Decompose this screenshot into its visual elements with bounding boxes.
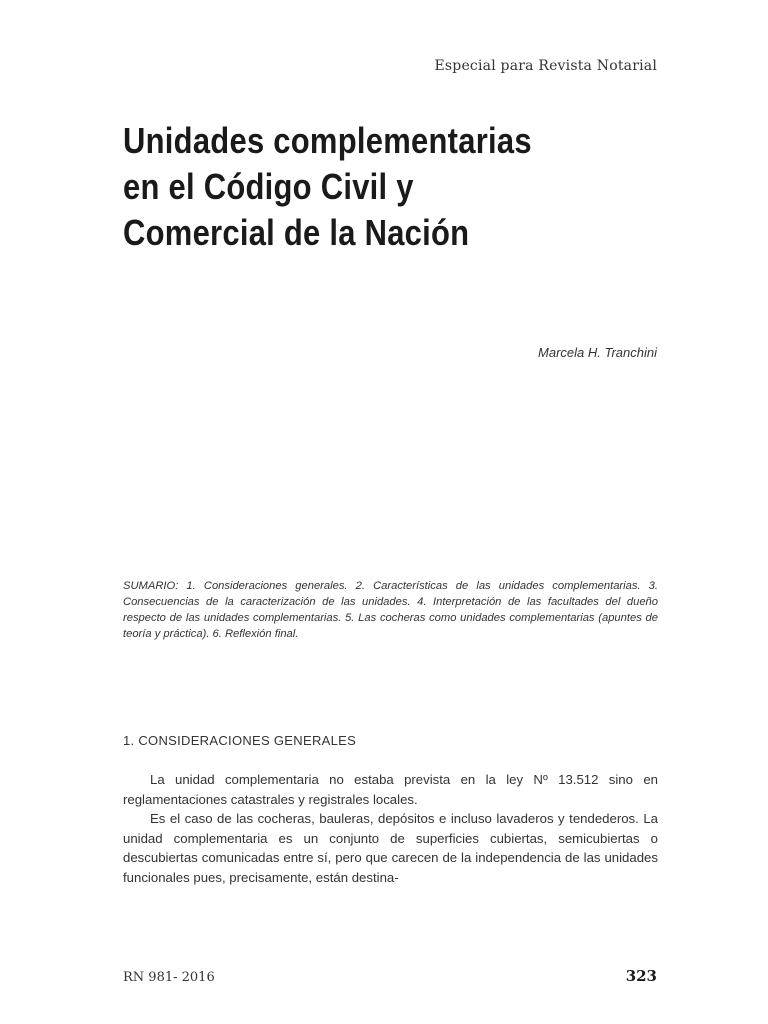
running-header: Especial para Revista Notarial	[434, 58, 657, 74]
body-paragraph: Es el caso de las cocheras, bauleras, depósitos e incluso lavaderos y tendederos. La unidad complementaria es un conjunto de superficies cubiertas, semicubiertas o descubiertas comunicadas entre sí, pero que carecen de la independencia de las unidades funcionales pues, precisamente, están destina-	[123, 811, 658, 885]
author-name: Marcela H. Tranchini	[538, 345, 657, 360]
article-summary: SUMARIO: 1. Consideraciones generales. 2. Características de las unidades complementarias. 3. Consecuencias de la caracterización de las unidades. 4. Interpretación de las facultades del dueño respecto de las unidades complementarias. 5. Las cocheras como unidades complementarias (apuntes de teoría y práctica). 6. Reflexión final.	[123, 580, 658, 640]
footer-issue: RN 981- 2016	[123, 970, 215, 985]
page-number: 323	[625, 967, 657, 985]
article-title-line: Comercial de la Nación	[123, 212, 470, 253]
article-title-line: Unidades complementarias	[123, 120, 532, 161]
body-paragraph: La unidad complementaria no estaba prevista en la ley Nº 13.512 sino en reglamentaciones catastrales y registrales locales.	[123, 772, 658, 807]
article-title-line: en el Código Civil y	[123, 166, 414, 207]
section-heading: 1. CONSIDERACIONES GENERALES	[123, 733, 357, 748]
article-title	[123, 118, 587, 256]
article-body	[123, 770, 658, 887]
